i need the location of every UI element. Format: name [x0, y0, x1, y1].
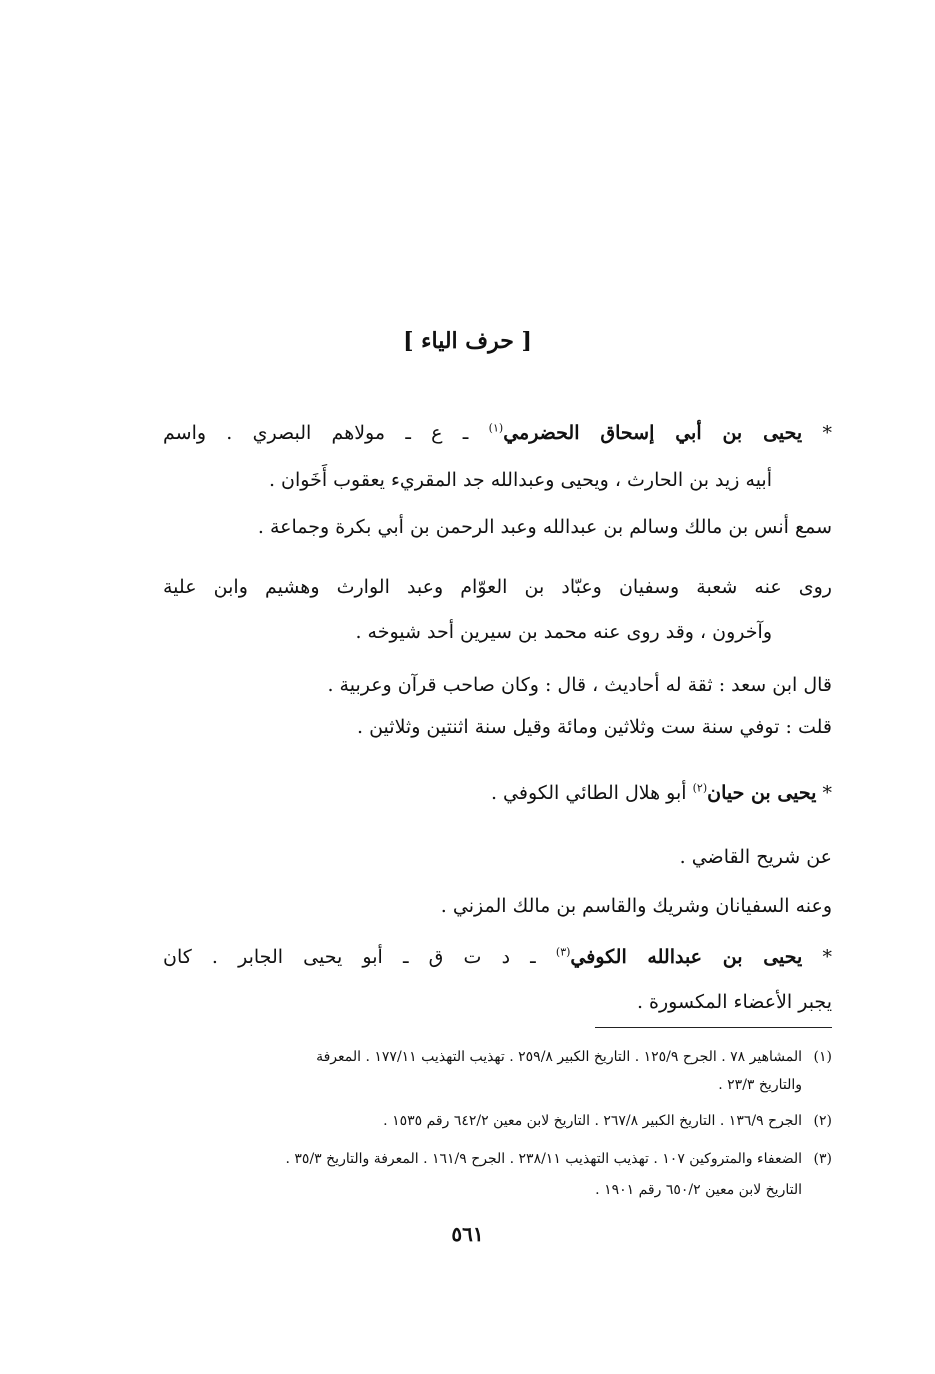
footnote-1-continued: والتاريخ ٢٣/٣ .	[718, 1077, 802, 1093]
footnote-number: (١)	[813, 1049, 832, 1065]
entry-3-text: ـ د ت ق ـ أبو يحيى الجابر . كان	[163, 946, 536, 968]
footnote-separator	[595, 1027, 832, 1028]
entry-2-line-2: عن شريح القاضي .	[679, 846, 832, 868]
entry-3-line-2: يجبر الأعضاء المكسورة .	[636, 991, 832, 1013]
footnote-number: (٢)	[813, 1113, 832, 1129]
section-heading: [ حرف الياء ]	[403, 328, 532, 354]
footnote-3	[163, 1146, 832, 1172]
entry-1-line-7: قلت : توفي سنة ست وثلاثين ومائة وقيل سنة اثنتين وثلاثين .	[357, 716, 832, 738]
entry-3-line-1	[163, 942, 832, 972]
footnote-3-continued: التاريخ لابن معين ٦٥٠/٢ رقم ١٩٠١ .	[595, 1182, 802, 1198]
footnote-text: الضعفاء والمتروكين ١٠٧ . تهذيب التهذيب ٢٣٨/١١ . الجرح ١٦١/٩ . المعرفة والتاريخ ٣٥/٣ .	[285, 1151, 802, 1167]
entry-1-text: ـ ع ـ مولاهم البصري . واسم	[163, 422, 469, 444]
entry-1-line-2: أبيه زيد بن الحارث ، ويحيى وعبدالله جد المقريء يعقوب أَخَوان .	[268, 469, 772, 491]
entry-2-name: يحيى بن حيان	[707, 782, 817, 804]
footnote-ref-3: (٣)	[555, 945, 571, 959]
entry-2-line-3: وعنه السفيانان وشريك والقاسم بن مالك المزني .	[440, 895, 832, 917]
footnote-text: المشاهير ٧٨ . الجرح ١٢٥/٩ . التاريخ الكبير ٢٥٩/٨ . تهذيب التهذيب ١٧٧/١١ . المعرفة	[316, 1049, 802, 1065]
entry-1-name: يحيى بن أبي إسحاق الحضرمي	[503, 422, 803, 444]
entry-3-name: يحيى بن عبدالله الكوفي	[570, 946, 803, 968]
entry-1-line-5: وآخرون ، وقد روى عنه محمد بن سيرين أحد شيوخه .	[355, 621, 772, 643]
footnote-ref-1: (١)	[488, 421, 504, 435]
entry-2-text: أبو هلال الطائي الكوفي .	[490, 782, 687, 804]
entry-marker: *	[822, 946, 832, 968]
page-number: ٥٦١	[451, 1222, 484, 1246]
entry-1-line-3: سمع أنس بن مالك وسالم بن عبدالله وعبد الرحمن بن أبي بكرة وجماعة .	[257, 516, 832, 538]
entry-1-line-4: روى عنه شعبة وسفيان وعبّاد بن العوّام وعبد الوارث وهشيم وابن علية	[163, 576, 832, 598]
footnote-text: الجرح ١٣٦/٩ . التاريخ الكبير ٢٦٧/٨ . التاريخ لابن معين ٦٤٢/٢ رقم ١٥٣٥ .	[383, 1113, 802, 1129]
entry-1-line-1	[163, 418, 832, 448]
entry-2-line-1	[491, 778, 832, 808]
footnote-1	[163, 1044, 832, 1070]
entry-marker: *	[822, 422, 833, 444]
footnote-2	[163, 1108, 832, 1134]
entry-1-line-6: قال ابن سعد : ثقة له أحاديث ، قال : وكان صاحب قرآن وعربية .	[327, 674, 832, 696]
footnote-number: (٣)	[813, 1151, 832, 1167]
footnote-ref-2: (٢)	[692, 781, 708, 795]
entry-marker: *	[822, 782, 832, 804]
